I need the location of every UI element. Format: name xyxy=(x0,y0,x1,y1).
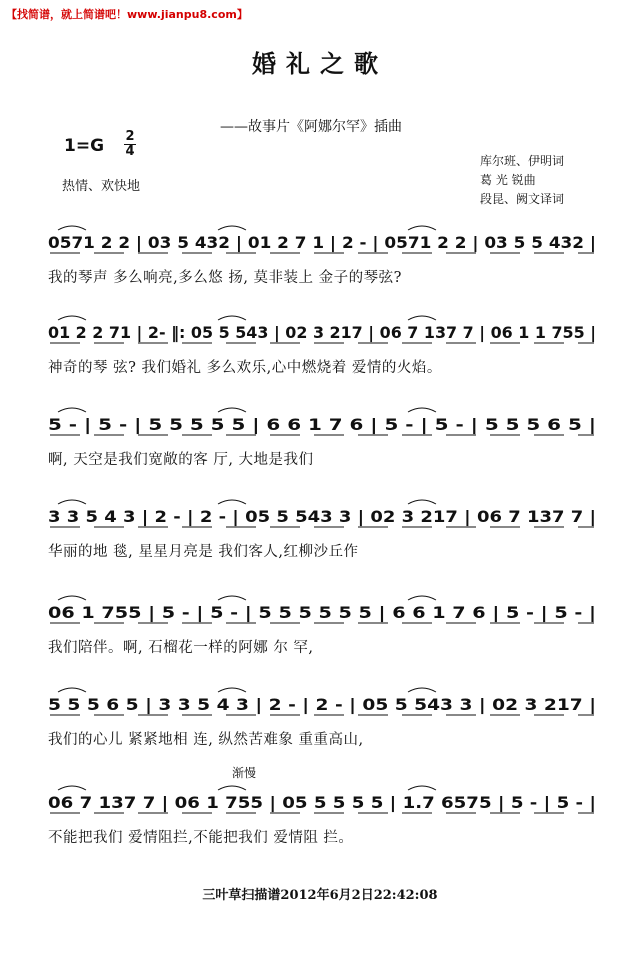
credits xyxy=(480,152,564,209)
score-system xyxy=(0,782,640,882)
lyric-line: 我的琴声 多么响亮,多么悠 扬, 莫非装上 金子的琴弦? xyxy=(48,270,402,286)
notation-text: 06 1 755 | 5 - | 5 - | 5 5 5 5 5 5 | 6 6 1 7 6 | 5 - | 5 - | xyxy=(48,603,506,622)
time-bottom: 4 xyxy=(125,144,135,159)
notation-svg xyxy=(48,496,608,536)
notation-line xyxy=(48,684,608,724)
notation-text: 01 2 2 71 | 2- ‖: 05 5 543 | 02 3 217 | 06 7 137 7 | 06 1 1 755 | xyxy=(48,323,600,342)
notation-svg xyxy=(48,312,608,352)
slur-marks xyxy=(58,408,436,412)
notation-text: 0571 2 2 | 03 5 432 | 01 2 7 1 | 2 - | 0571 2 2 | 03 5 5 432 | xyxy=(48,233,569,252)
slur-marks xyxy=(58,226,436,230)
score-system xyxy=(0,684,640,784)
slur-marks xyxy=(58,500,436,504)
notation-line xyxy=(48,404,608,444)
song-title: 婚礼之歌 xyxy=(252,49,388,78)
lyricist-credit: 库尔班、伊明词 xyxy=(480,154,565,168)
time-signature xyxy=(124,130,136,159)
score-system xyxy=(0,222,640,322)
site-banner: 【找简谱，就上简谱吧！www.jianpu8.com】 xyxy=(6,8,248,21)
lyric-line: 神奇的琴 弦? 我们婚礼 多么欢乐,心中燃烧着 爱情的火焰。 xyxy=(48,360,442,376)
slur-marks xyxy=(58,786,436,790)
score-system xyxy=(0,404,640,504)
notation-line xyxy=(48,222,608,262)
lyric-line: 华丽的地 毯, 星星月亮是 我们客人,红柳沙丘作 xyxy=(48,544,359,560)
score-system xyxy=(0,592,640,692)
notation-line xyxy=(48,496,608,536)
lyric-line: 我们陪伴。啊, 石榴花一样的阿娜 尔 罕, xyxy=(48,640,314,656)
notation-svg xyxy=(48,222,608,262)
lyric-line: 不能把我们 爱情阻拦,不能把我们 爱情阻 拦。 xyxy=(48,830,354,846)
notation-svg xyxy=(48,782,608,822)
notation-svg xyxy=(48,404,608,444)
notation-text: 06 7 137 7 | 06 1 755 | 05 5 5 5 5 | 1.7 6575 | 5 - | 5 - | xyxy=(48,793,532,812)
slur-marks xyxy=(58,596,436,600)
slur-marks xyxy=(58,316,436,320)
translator-credit: 段昆、阙文译词 xyxy=(480,192,565,206)
notation-line xyxy=(48,312,608,352)
rit-mark: 渐慢 xyxy=(232,766,257,780)
time-top: 2 xyxy=(125,129,135,144)
notation-text: 3 3 5 4 3 | 2 - | 2 - | 05 5 543 3 | 02 3 217 | 06 7 137 7 | xyxy=(48,507,537,526)
notation-svg xyxy=(48,684,608,724)
slur-marks xyxy=(58,688,436,692)
song-subtitle: ——故事片《阿娜尔罕》插曲 xyxy=(220,119,402,135)
scan-footer: 三叶草扫描谱2012年6月2日22:42:08 xyxy=(202,888,438,903)
score-system xyxy=(0,496,640,596)
notation-line xyxy=(48,782,608,822)
lyric-line: 啊, 天空是我们宽敞的客 厅, 大地是我们 xyxy=(48,452,314,468)
notation-line xyxy=(48,592,608,632)
notation-svg xyxy=(48,592,608,632)
notation-text: 5 - | 5 - | 5 5 5 5 5 | 6 6 1 7 6 | 5 - | 5 - | 5 5 5 6 5 | xyxy=(48,415,489,434)
composer-credit: 葛 光 锐曲 xyxy=(480,173,536,187)
tempo-marking: 热情、欢快地 xyxy=(62,179,141,194)
score-system xyxy=(0,312,640,412)
notation-text: 5 5 5 6 5 | 3 3 5 4 3 | 2 - | 2 - | 05 5 543 3 | 02 3 217 | xyxy=(48,695,520,714)
lyric-line: 我们的心儿 紧紧地相 连, 纵然苦难象 重重高山, xyxy=(48,732,364,748)
key-signature: 1=G xyxy=(64,136,105,156)
